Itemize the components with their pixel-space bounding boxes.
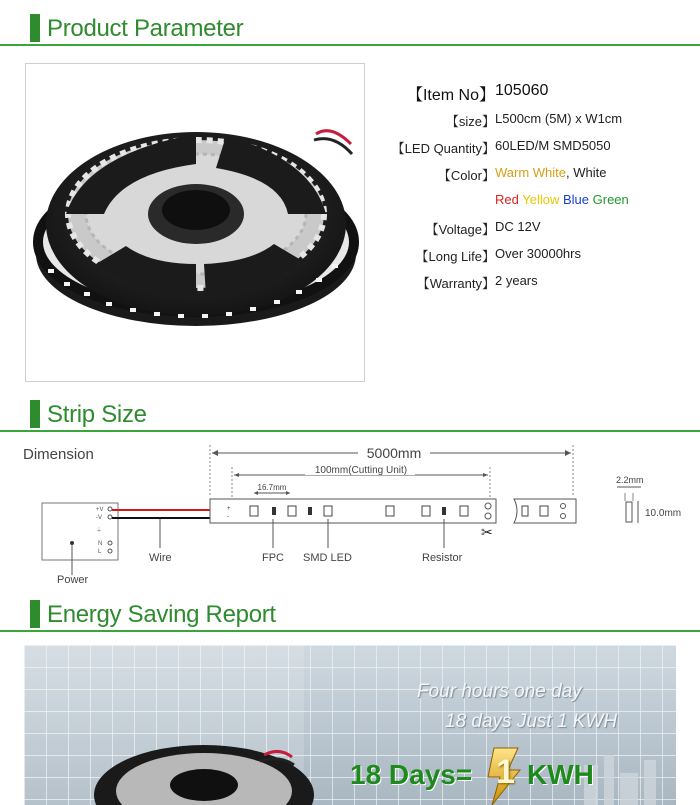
section-header-energy-saving: [0, 598, 700, 632]
color-blue: Blue: [562, 192, 590, 207]
wire-label: Wire: [149, 552, 172, 564]
section-accent-bar: [30, 14, 40, 42]
param-value: 2 years: [495, 273, 538, 288]
section-title: Strip Size: [47, 401, 147, 428]
color-warm-white: Warm White: [495, 165, 567, 180]
terminal-label: L: [98, 549, 102, 555]
section-title: Energy Saving Report: [47, 601, 276, 628]
fpc-label: FPC: [262, 552, 284, 564]
param-value: 105060: [495, 82, 549, 99]
color-red: Red: [495, 192, 519, 207]
resistor: [308, 507, 312, 515]
color-separator: ,: [566, 165, 570, 180]
param-label: 【Warranty】: [416, 276, 495, 291]
banner-line-1: Four hours one day: [417, 681, 582, 702]
resistor-label: Resistor: [422, 552, 463, 564]
banner-kwh: KWH: [527, 759, 594, 790]
total-length-text: 5000mm: [366, 445, 422, 461]
section-accent-bar: [30, 600, 40, 628]
smd-led-label: SMD LED: [303, 552, 352, 564]
section-divider: [0, 44, 700, 46]
smd-led: [386, 506, 394, 516]
smd-led: [288, 506, 296, 516]
section-header-product-parameter: [0, 12, 700, 46]
smd-led: [460, 506, 468, 516]
color-yellow: Yellow: [522, 192, 560, 207]
terminal-label: -V: [96, 515, 102, 521]
product-image: [25, 63, 365, 382]
energy-saving-banner: [24, 645, 676, 805]
dimension-label: Dimension: [23, 446, 94, 463]
terminal-label: ⏚: [96, 528, 103, 534]
width-text: 10.0mm: [645, 508, 682, 519]
param-value: DC 12V: [495, 219, 541, 234]
led-reel-illustration: [26, 64, 364, 381]
cross-section: [626, 502, 632, 522]
banner-number: 1: [496, 753, 515, 791]
svg-text:-: -: [227, 514, 229, 520]
param-value: 60LED/M SMD5050: [495, 138, 611, 153]
section-title: Product Parameter: [47, 15, 244, 42]
param-value: L500cm (5M) x W1cm: [495, 111, 623, 126]
color-white: White: [573, 165, 607, 180]
param-label: 【Voltage】: [425, 222, 495, 237]
terminal-label: +V: [96, 507, 104, 513]
resistor: [442, 507, 446, 515]
param-value: [495, 192, 629, 207]
param-label: 【Color】: [437, 168, 495, 183]
param-label: 【Item No】: [406, 87, 495, 104]
param-value: Over 30000hrs: [495, 246, 581, 261]
resistor: [272, 507, 276, 515]
section-accent-bar: [30, 400, 40, 428]
dimension-diagram: [0, 435, 700, 595]
cutting-unit-text: 100mm(Cutting Unit): [314, 465, 408, 476]
section-divider: [0, 430, 700, 432]
svg-text:+: +: [227, 506, 231, 512]
section-header-strip-size: [0, 398, 700, 432]
banner-days-equals: 18 Days=: [350, 759, 473, 790]
smd-led: [324, 506, 332, 516]
param-label: 【LED Quantity】: [391, 141, 495, 156]
pitch-text: 16.7mm: [257, 483, 287, 492]
thickness-text: 2.2mm: [616, 475, 644, 485]
color-green: Green: [592, 192, 629, 207]
param-label: 【size】: [445, 114, 495, 129]
power-label: Power: [57, 574, 89, 586]
smd-led: [250, 506, 258, 516]
smd-led: [422, 506, 430, 516]
scissors-icon: ✂: [481, 524, 493, 540]
param-value: [495, 165, 607, 180]
banner-line-2: 18 days Just 1 KWH: [445, 711, 618, 732]
power-box: [42, 503, 118, 560]
section-divider: [0, 630, 700, 632]
param-label: 【Long Life】: [415, 249, 495, 264]
terminal-label: N: [98, 541, 103, 547]
